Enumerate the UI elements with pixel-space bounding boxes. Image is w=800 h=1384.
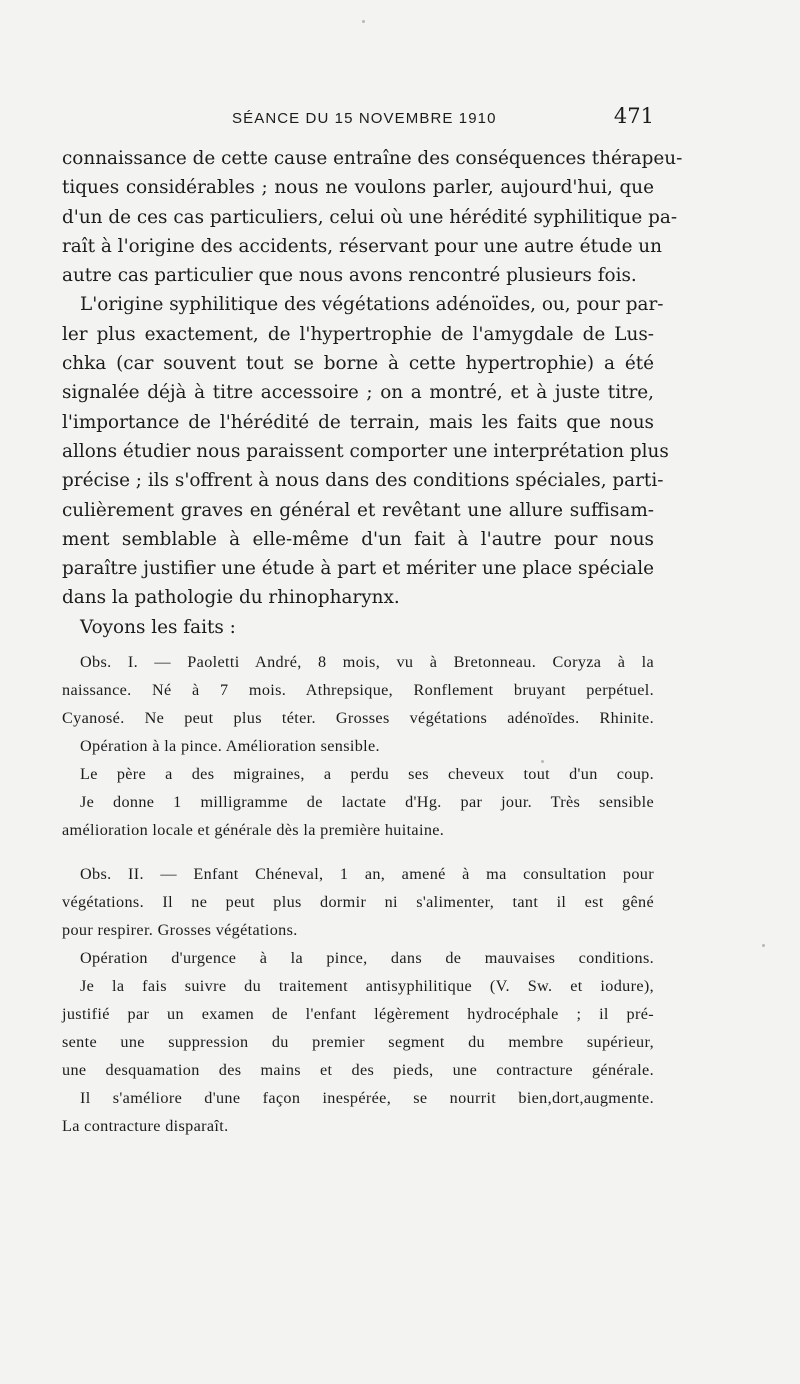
text-line: Le père a des migraines, a perdu ses cheveux tout d'un coup. [80, 765, 654, 783]
text-line: justifié par un examen de l'enfant légèrement hydrocéphale ; il pré- [62, 1005, 654, 1023]
paragraph [62, 144, 683, 290]
text-line: pour respirer. Grosses végétations. [62, 921, 298, 939]
text-line: ler plus exactement, de l'hypertrophie de l'amygdale de Lus- [62, 323, 654, 345]
text-line: paraître justifier une étude à part et mériter une place spéciale [62, 558, 655, 580]
observation-1 [62, 648, 654, 844]
text-line: raît à l'origine des accidents, réservant pour une autre étude un [62, 235, 662, 257]
text-line: l'importance de l'hérédité de terrain, mais les faits que nous [62, 411, 654, 433]
text-line: La contracture disparaît. [62, 1117, 229, 1135]
text-line: Opération à la pince. Amélioration sensible. [80, 737, 380, 755]
scan-speck [762, 944, 765, 947]
text-line: précise ; ils s'offrent à nous dans des conditions spéciales, parti- [62, 470, 664, 492]
text-line: tiques considérables ; nous ne voulons parler, aujourd'hui, que [62, 177, 654, 199]
running-title: SÉANCE DU 15 NOVEMBRE 1910 [232, 110, 497, 127]
paragraph [62, 613, 654, 642]
text-line: Obs. I. — Paoletti André, 8 mois, vu à Bretonneau. Coryza à la [80, 653, 654, 671]
text-line: signalée déjà à titre accessoire ; on a montré, et à juste titre, [62, 382, 654, 404]
text-line: connaissance de cette cause entraîne des conséquences thérapeu- [62, 148, 683, 169]
text-line: d'un de ces cas particuliers, celui où une hérédité syphilitique pa- [62, 206, 678, 228]
text-line: Opération d'urgence à la pince, dans de mauvaises conditions. [80, 949, 654, 967]
scan-speck [541, 760, 544, 763]
text-line: Cyanosé. Ne peut plus téter. Grosses végétations adénoïdes. Rhinite. [62, 709, 654, 727]
text-line: amélioration locale et générale dès la première huitaine. [62, 821, 445, 839]
text-line: culièrement graves en général et revêtant une allure suffisam- [62, 499, 654, 521]
text-line: Il s'améliore d'une façon inespérée, se nourrit bien,dort,augmente. [80, 1089, 654, 1107]
text-line: autre cas particulier que nous avons rencontré plusieurs fois. [62, 265, 637, 287]
page-header [62, 104, 654, 136]
text-line: dans la pathologie du rhinopharynx. [62, 587, 400, 609]
text-line: allons étudier nous paraissent comporter une interprétation plus [62, 440, 669, 462]
text-line: ment semblable à elle-même d'un fait à l'autre pour nous [62, 528, 654, 550]
paragraph [62, 290, 669, 612]
observation-2 [62, 860, 654, 1140]
text-line: naissance. Né à 7 mois. Athrepsique, Ronflement bruyant perpétuel. [62, 681, 654, 699]
text-line: sente une suppression du premier segment du membre supérieur, [62, 1033, 654, 1051]
text-line: Je donne 1 milligramme de lactate d'Hg. par jour. Très sensible [80, 793, 654, 811]
text-line: Voyons les faits : [80, 616, 236, 638]
main-text [62, 144, 683, 642]
text-line: une desquamation des mains et des pieds, une contracture générale. [62, 1061, 654, 1079]
text-line: chka (car souvent tout se borne à cette hypertrophie) a été [62, 353, 654, 375]
text-line: Obs. II. — Enfant Chéneval, 1 an, amené à ma consultation pour [80, 865, 654, 883]
text-line: Je la fais suivre du traitement antisyphilitique (V. Sw. et iodure), [80, 977, 654, 995]
text-line: L'origine syphilitique des végétations adénoïdes, ou, pour par- [80, 294, 664, 316]
page-number: 471 [613, 104, 654, 128]
scan-speck [362, 20, 365, 23]
text-line: végétations. Il ne peut plus dormir ni s'alimenter, tant il est gêné [62, 893, 654, 911]
